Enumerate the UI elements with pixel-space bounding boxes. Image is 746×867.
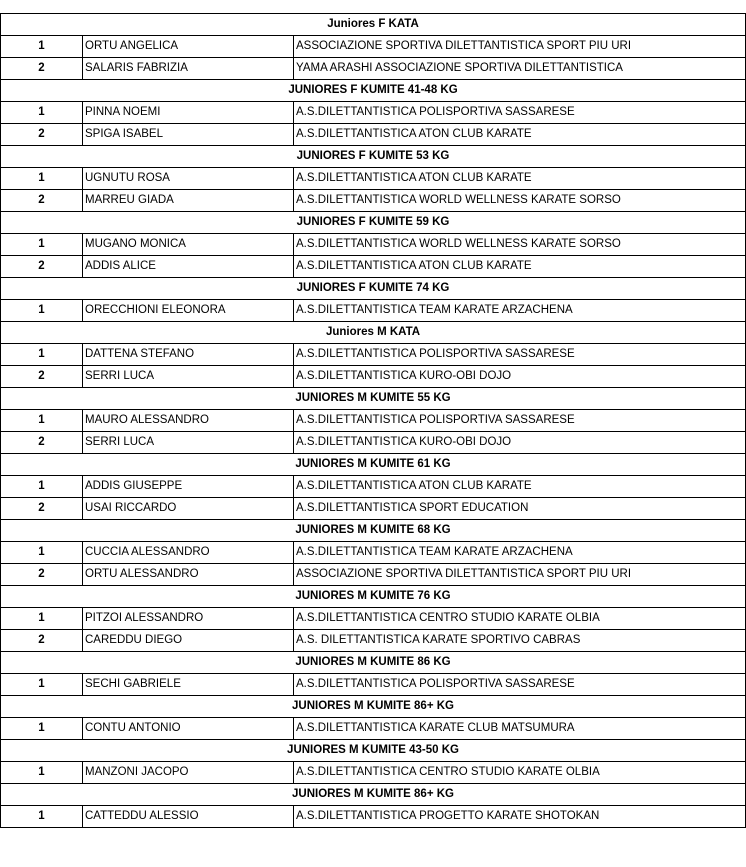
- placement-rank: 2: [1, 432, 83, 454]
- club-name: A.S.DILETTANTISTICA ATON CLUB KARATE: [294, 124, 746, 146]
- result-row: [1, 124, 746, 146]
- category-header-row: [1, 696, 746, 718]
- result-row: [1, 344, 746, 366]
- category-header-row: [1, 784, 746, 806]
- category-title: JUNIORES M KUMITE 55 KG: [1, 388, 746, 410]
- result-row: [1, 608, 746, 630]
- club-name: YAMA ARASHI ASSOCIAZIONE SPORTIVA DILETTANTISTICA: [294, 58, 746, 80]
- category-header-row: [1, 586, 746, 608]
- category-header-row: [1, 740, 746, 762]
- result-row: [1, 806, 746, 828]
- athlete-name: ADDIS GIUSEPPE: [83, 476, 294, 498]
- club-name: A.S.DILETTANTISTICA POLISPORTIVA SASSARESE: [294, 674, 746, 696]
- category-title: JUNIORES F KUMITE 53 KG: [1, 146, 746, 168]
- club-name: A.S.DILETTANTISTICA PROGETTO KARATE SHOTOKAN: [294, 806, 746, 828]
- athlete-name: PINNA NOEMI: [83, 102, 294, 124]
- athlete-name: CUCCIA ALESSANDRO: [83, 542, 294, 564]
- club-name: A.S.DILETTANTISTICA KURO-OBI DOJO: [294, 432, 746, 454]
- placement-rank: 2: [1, 124, 83, 146]
- placement-rank: 1: [1, 674, 83, 696]
- athlete-name: SECHI GABRIELE: [83, 674, 294, 696]
- placement-rank: 1: [1, 234, 83, 256]
- result-row: [1, 36, 746, 58]
- placement-rank: 2: [1, 630, 83, 652]
- club-name: A.S.DILETTANTISTICA ATON CLUB KARATE: [294, 256, 746, 278]
- placement-rank: 1: [1, 102, 83, 124]
- club-name: A.S.DILETTANTISTICA KARATE CLUB MATSUMURA: [294, 718, 746, 740]
- athlete-name: MUGANO MONICA: [83, 234, 294, 256]
- athlete-name: ADDIS ALICE: [83, 256, 294, 278]
- category-title: JUNIORES M KUMITE 61 KG: [1, 454, 746, 476]
- club-name: A.S.DILETTANTISTICA TEAM KARATE ARZACHENA: [294, 300, 746, 322]
- athlete-name: PITZOI ALESSANDRO: [83, 608, 294, 630]
- athlete-name: CATTEDDU ALESSIO: [83, 806, 294, 828]
- club-name: A.S.DILETTANTISTICA POLISPORTIVA SASSARESE: [294, 410, 746, 432]
- results-table: [0, 13, 746, 828]
- placement-rank: 2: [1, 190, 83, 212]
- result-row: [1, 498, 746, 520]
- category-title: Juniores F KATA: [1, 14, 746, 36]
- athlete-name: MANZONI JACOPO: [83, 762, 294, 784]
- placement-rank: 1: [1, 806, 83, 828]
- category-header-row: [1, 278, 746, 300]
- athlete-name: ORECCHIONI ELEONORA: [83, 300, 294, 322]
- result-row: [1, 300, 746, 322]
- club-name: A.S.DILETTANTISTICA CENTRO STUDIO KARATE OLBIA: [294, 762, 746, 784]
- category-header-row: [1, 14, 746, 36]
- category-header-row: [1, 454, 746, 476]
- placement-rank: 2: [1, 498, 83, 520]
- placement-rank: 1: [1, 762, 83, 784]
- club-name: A.S.DILETTANTISTICA POLISPORTIVA SASSARESE: [294, 344, 746, 366]
- placement-rank: 1: [1, 476, 83, 498]
- athlete-name: SALARIS FABRIZIA: [83, 58, 294, 80]
- category-header-row: [1, 520, 746, 542]
- result-row: [1, 762, 746, 784]
- category-header-row: [1, 146, 746, 168]
- club-name: A.S.DILETTANTISTICA KURO-OBI DOJO: [294, 366, 746, 388]
- club-name: A.S. DILETTANTISTICA KARATE SPORTIVO CABRAS: [294, 630, 746, 652]
- athlete-name: SERRI LUCA: [83, 366, 294, 388]
- category-header-row: [1, 388, 746, 410]
- placement-rank: 2: [1, 256, 83, 278]
- athlete-name: UGNUTU ROSA: [83, 168, 294, 190]
- result-row: [1, 190, 746, 212]
- athlete-name: USAI RICCARDO: [83, 498, 294, 520]
- placement-rank: 1: [1, 608, 83, 630]
- category-header-row: [1, 652, 746, 674]
- category-title: JUNIORES F KUMITE 74 KG: [1, 278, 746, 300]
- placement-rank: 1: [1, 718, 83, 740]
- placement-rank: 1: [1, 410, 83, 432]
- result-row: [1, 256, 746, 278]
- placement-rank: 2: [1, 58, 83, 80]
- result-row: [1, 432, 746, 454]
- placement-rank: 2: [1, 366, 83, 388]
- category-header-row: [1, 322, 746, 344]
- club-name: A.S.DILETTANTISTICA ATON CLUB KARATE: [294, 476, 746, 498]
- result-row: [1, 564, 746, 586]
- athlete-name: MARREU GIADA: [83, 190, 294, 212]
- result-row: [1, 410, 746, 432]
- club-name: A.S.DILETTANTISTICA WORLD WELLNESS KARATE SORSO: [294, 234, 746, 256]
- category-title: JUNIORES M KUMITE 76 KG: [1, 586, 746, 608]
- athlete-name: ORTU ALESSANDRO: [83, 564, 294, 586]
- placement-rank: 1: [1, 168, 83, 190]
- athlete-name: ORTU ANGELICA: [83, 36, 294, 58]
- athlete-name: CONTU ANTONIO: [83, 718, 294, 740]
- results-body: [1, 14, 746, 828]
- athlete-name: DATTENA STEFANO: [83, 344, 294, 366]
- club-name: A.S.DILETTANTISTICA SPORT EDUCATION: [294, 498, 746, 520]
- placement-rank: 1: [1, 300, 83, 322]
- category-title: JUNIORES M KUMITE 86+ KG: [1, 696, 746, 718]
- athlete-name: CAREDDU DIEGO: [83, 630, 294, 652]
- category-header-row: [1, 80, 746, 102]
- club-name: ASSOCIAZIONE SPORTIVA DILETTANTISTICA SPORT PIU URI: [294, 36, 746, 58]
- club-name: A.S.DILETTANTISTICA WORLD WELLNESS KARATE SORSO: [294, 190, 746, 212]
- result-row: [1, 630, 746, 652]
- category-title: JUNIORES M KUMITE 86 KG: [1, 652, 746, 674]
- placement-rank: 1: [1, 542, 83, 564]
- category-header-row: [1, 212, 746, 234]
- category-title: JUNIORES M KUMITE 68 KG: [1, 520, 746, 542]
- result-row: [1, 366, 746, 388]
- category-title: JUNIORES F KUMITE 59 KG: [1, 212, 746, 234]
- placement-rank: 2: [1, 564, 83, 586]
- club-name: A.S.DILETTANTISTICA CENTRO STUDIO KARATE OLBIA: [294, 608, 746, 630]
- placement-rank: 1: [1, 36, 83, 58]
- result-row: [1, 542, 746, 564]
- result-row: [1, 476, 746, 498]
- result-row: [1, 102, 746, 124]
- category-title: Juniores M KATA: [1, 322, 746, 344]
- club-name: A.S.DILETTANTISTICA POLISPORTIVA SASSARESE: [294, 102, 746, 124]
- category-title: JUNIORES M KUMITE 43-50 KG: [1, 740, 746, 762]
- athlete-name: SERRI LUCA: [83, 432, 294, 454]
- placement-rank: 1: [1, 344, 83, 366]
- club-name: ASSOCIAZIONE SPORTIVA DILETTANTISTICA SPORT PIU URI: [294, 564, 746, 586]
- result-row: [1, 674, 746, 696]
- result-row: [1, 58, 746, 80]
- category-title: JUNIORES F KUMITE 41-48 KG: [1, 80, 746, 102]
- club-name: A.S.DILETTANTISTICA ATON CLUB KARATE: [294, 168, 746, 190]
- club-name: A.S.DILETTANTISTICA TEAM KARATE ARZACHENA: [294, 542, 746, 564]
- result-row: [1, 168, 746, 190]
- athlete-name: MAURO ALESSANDRO: [83, 410, 294, 432]
- category-title: JUNIORES M KUMITE 86+ KG: [1, 784, 746, 806]
- athlete-name: SPIGA ISABEL: [83, 124, 294, 146]
- result-row: [1, 234, 746, 256]
- result-row: [1, 718, 746, 740]
